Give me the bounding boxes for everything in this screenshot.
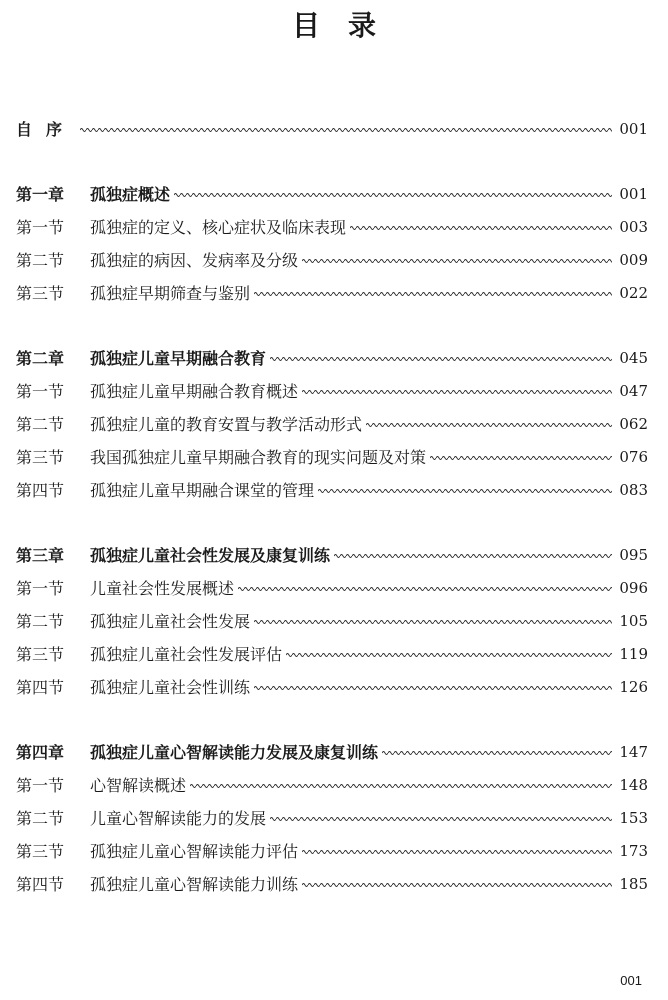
toc-section-label: 第一节 — [16, 776, 65, 795]
toc-section-title: 孤独症儿童社会性发展评估 — [90, 645, 283, 664]
toc-chapter-page: 045 — [619, 348, 648, 367]
dot-leader — [238, 585, 612, 593]
toc-section-label: 第三节 — [16, 645, 65, 664]
toc-section-page: 096 — [619, 578, 648, 597]
toc-section-page: 047 — [619, 381, 648, 400]
toc-section[interactable] — [16, 210, 648, 243]
toc-section-page: 148 — [619, 775, 648, 794]
toc-chapter-page: 001 — [619, 184, 648, 203]
toc-section[interactable] — [16, 604, 648, 637]
toc-preface-label: 自序 — [16, 120, 77, 139]
dot-leader — [302, 881, 612, 889]
toc-chapter-page: 147 — [619, 742, 648, 761]
toc-section-label: 第四节 — [16, 481, 65, 500]
toc-section-title: 我国孤独症儿童早期融合教育的现实问题及对策 — [90, 448, 427, 467]
toc-section-label: 第二节 — [16, 809, 65, 828]
toc-section-title: 孤独症的病因、发病率及分级 — [90, 251, 299, 270]
dot-leader — [80, 126, 612, 134]
toc-section-title: 心智解读概述 — [90, 776, 187, 795]
toc-section-title: 儿童社会性发展概述 — [90, 579, 235, 598]
toc-section-title: 孤独症儿童社会性发展 — [90, 612, 251, 631]
dot-leader — [174, 191, 612, 199]
dot-leader — [254, 618, 612, 626]
toc-section-label: 第一节 — [16, 382, 65, 401]
dot-leader — [254, 684, 612, 692]
toc-section-label: 第四节 — [16, 678, 65, 697]
toc-section-label: 第一节 — [16, 579, 65, 598]
toc-section-title: 孤独症的定义、核心症状及临床表现 — [90, 218, 347, 237]
toc-section[interactable] — [16, 637, 648, 670]
toc-chapter[interactable] — [16, 341, 648, 374]
dot-leader — [350, 224, 612, 232]
toc-section-label: 第一节 — [16, 218, 65, 237]
toc-section-title: 孤独症儿童早期融合教育概述 — [90, 382, 299, 401]
toc-section[interactable] — [16, 440, 648, 473]
toc-section[interactable] — [16, 276, 648, 309]
toc-section-page: 126 — [619, 677, 648, 696]
toc-section[interactable] — [16, 407, 648, 440]
toc-section[interactable] — [16, 834, 648, 867]
footer-page-number: 001 — [620, 973, 642, 988]
dot-leader — [254, 290, 612, 298]
dot-leader — [302, 388, 612, 396]
toc-section-page: 076 — [619, 447, 648, 466]
dot-leader — [334, 552, 612, 560]
toc-chapter[interactable] — [16, 177, 648, 210]
toc-section-title: 孤独症儿童社会性训练 — [90, 678, 251, 697]
toc-chapter-title: 孤独症概述 — [90, 185, 171, 204]
toc-section-page: 062 — [619, 414, 648, 433]
toc-chapter-title: 孤独症儿童社会性发展及康复训练 — [90, 546, 331, 565]
toc-section-page: 083 — [619, 480, 648, 499]
toc-section-label: 第二节 — [16, 415, 65, 434]
toc-chapter[interactable] — [16, 735, 648, 768]
toc-section-page: 022 — [619, 283, 648, 302]
toc-section-title: 孤独症早期筛查与鉴别 — [90, 284, 251, 303]
toc-section[interactable] — [16, 473, 648, 506]
toc-chapter-label: 第四章 — [16, 743, 65, 762]
toc-section-label: 第二节 — [16, 251, 65, 270]
toc-preface[interactable] — [16, 112, 648, 145]
toc-section[interactable] — [16, 867, 648, 900]
toc-chapter-title: 孤独症儿童早期融合教育 — [90, 349, 267, 368]
dot-leader — [430, 454, 612, 462]
toc-section-label: 第四节 — [16, 875, 65, 894]
toc-section-title: 孤独症儿童心智解读能力评估 — [90, 842, 299, 861]
toc-chapter[interactable] — [16, 538, 648, 571]
toc-section-title: 孤独症儿童的教育安置与教学活动形式 — [90, 415, 363, 434]
toc-chapter-page: 095 — [619, 545, 648, 564]
toc-section-title: 孤独症儿童心智解读能力训练 — [90, 875, 299, 894]
toc-section-page: 185 — [619, 874, 648, 893]
toc-section-page: 009 — [619, 250, 648, 269]
toc-section-page: 173 — [619, 841, 648, 860]
toc-section[interactable] — [16, 768, 648, 801]
toc-section[interactable] — [16, 670, 648, 703]
toc-section-page: 119 — [619, 644, 648, 663]
toc-section-label: 第三节 — [16, 842, 65, 861]
toc-chapter-label: 第二章 — [16, 349, 65, 368]
dot-leader — [382, 749, 612, 757]
dot-leader — [286, 651, 612, 659]
toc-section-label: 第二节 — [16, 612, 65, 631]
toc-preface-page: 001 — [619, 119, 648, 138]
toc-section-page: 153 — [619, 808, 648, 827]
toc-section-title: 孤独症儿童早期融合课堂的管理 — [90, 481, 315, 500]
toc-section-title: 儿童心智解读能力的发展 — [90, 809, 267, 828]
toc-chapter-label: 第一章 — [16, 185, 65, 204]
dot-leader — [190, 782, 612, 790]
toc-section[interactable] — [16, 801, 648, 834]
toc-chapter-title: 孤独症儿童心智解读能力发展及康复训练 — [90, 743, 379, 762]
toc-section-page: 003 — [619, 217, 648, 236]
toc-chapter-label: 第三章 — [16, 546, 65, 565]
page-title: 目录 — [291, 9, 404, 42]
dot-leader — [270, 815, 612, 823]
toc-section-label: 第三节 — [16, 284, 65, 303]
toc-section[interactable] — [16, 243, 648, 276]
dot-leader — [270, 355, 612, 363]
toc-section[interactable] — [16, 374, 648, 407]
dot-leader — [302, 257, 612, 265]
toc-section-page: 105 — [619, 611, 648, 630]
dot-leader — [366, 421, 612, 429]
toc-section[interactable] — [16, 571, 648, 604]
toc-section-label: 第三节 — [16, 448, 65, 467]
dot-leader — [302, 848, 612, 856]
table-of-contents — [16, 112, 648, 900]
dot-leader — [318, 487, 612, 495]
